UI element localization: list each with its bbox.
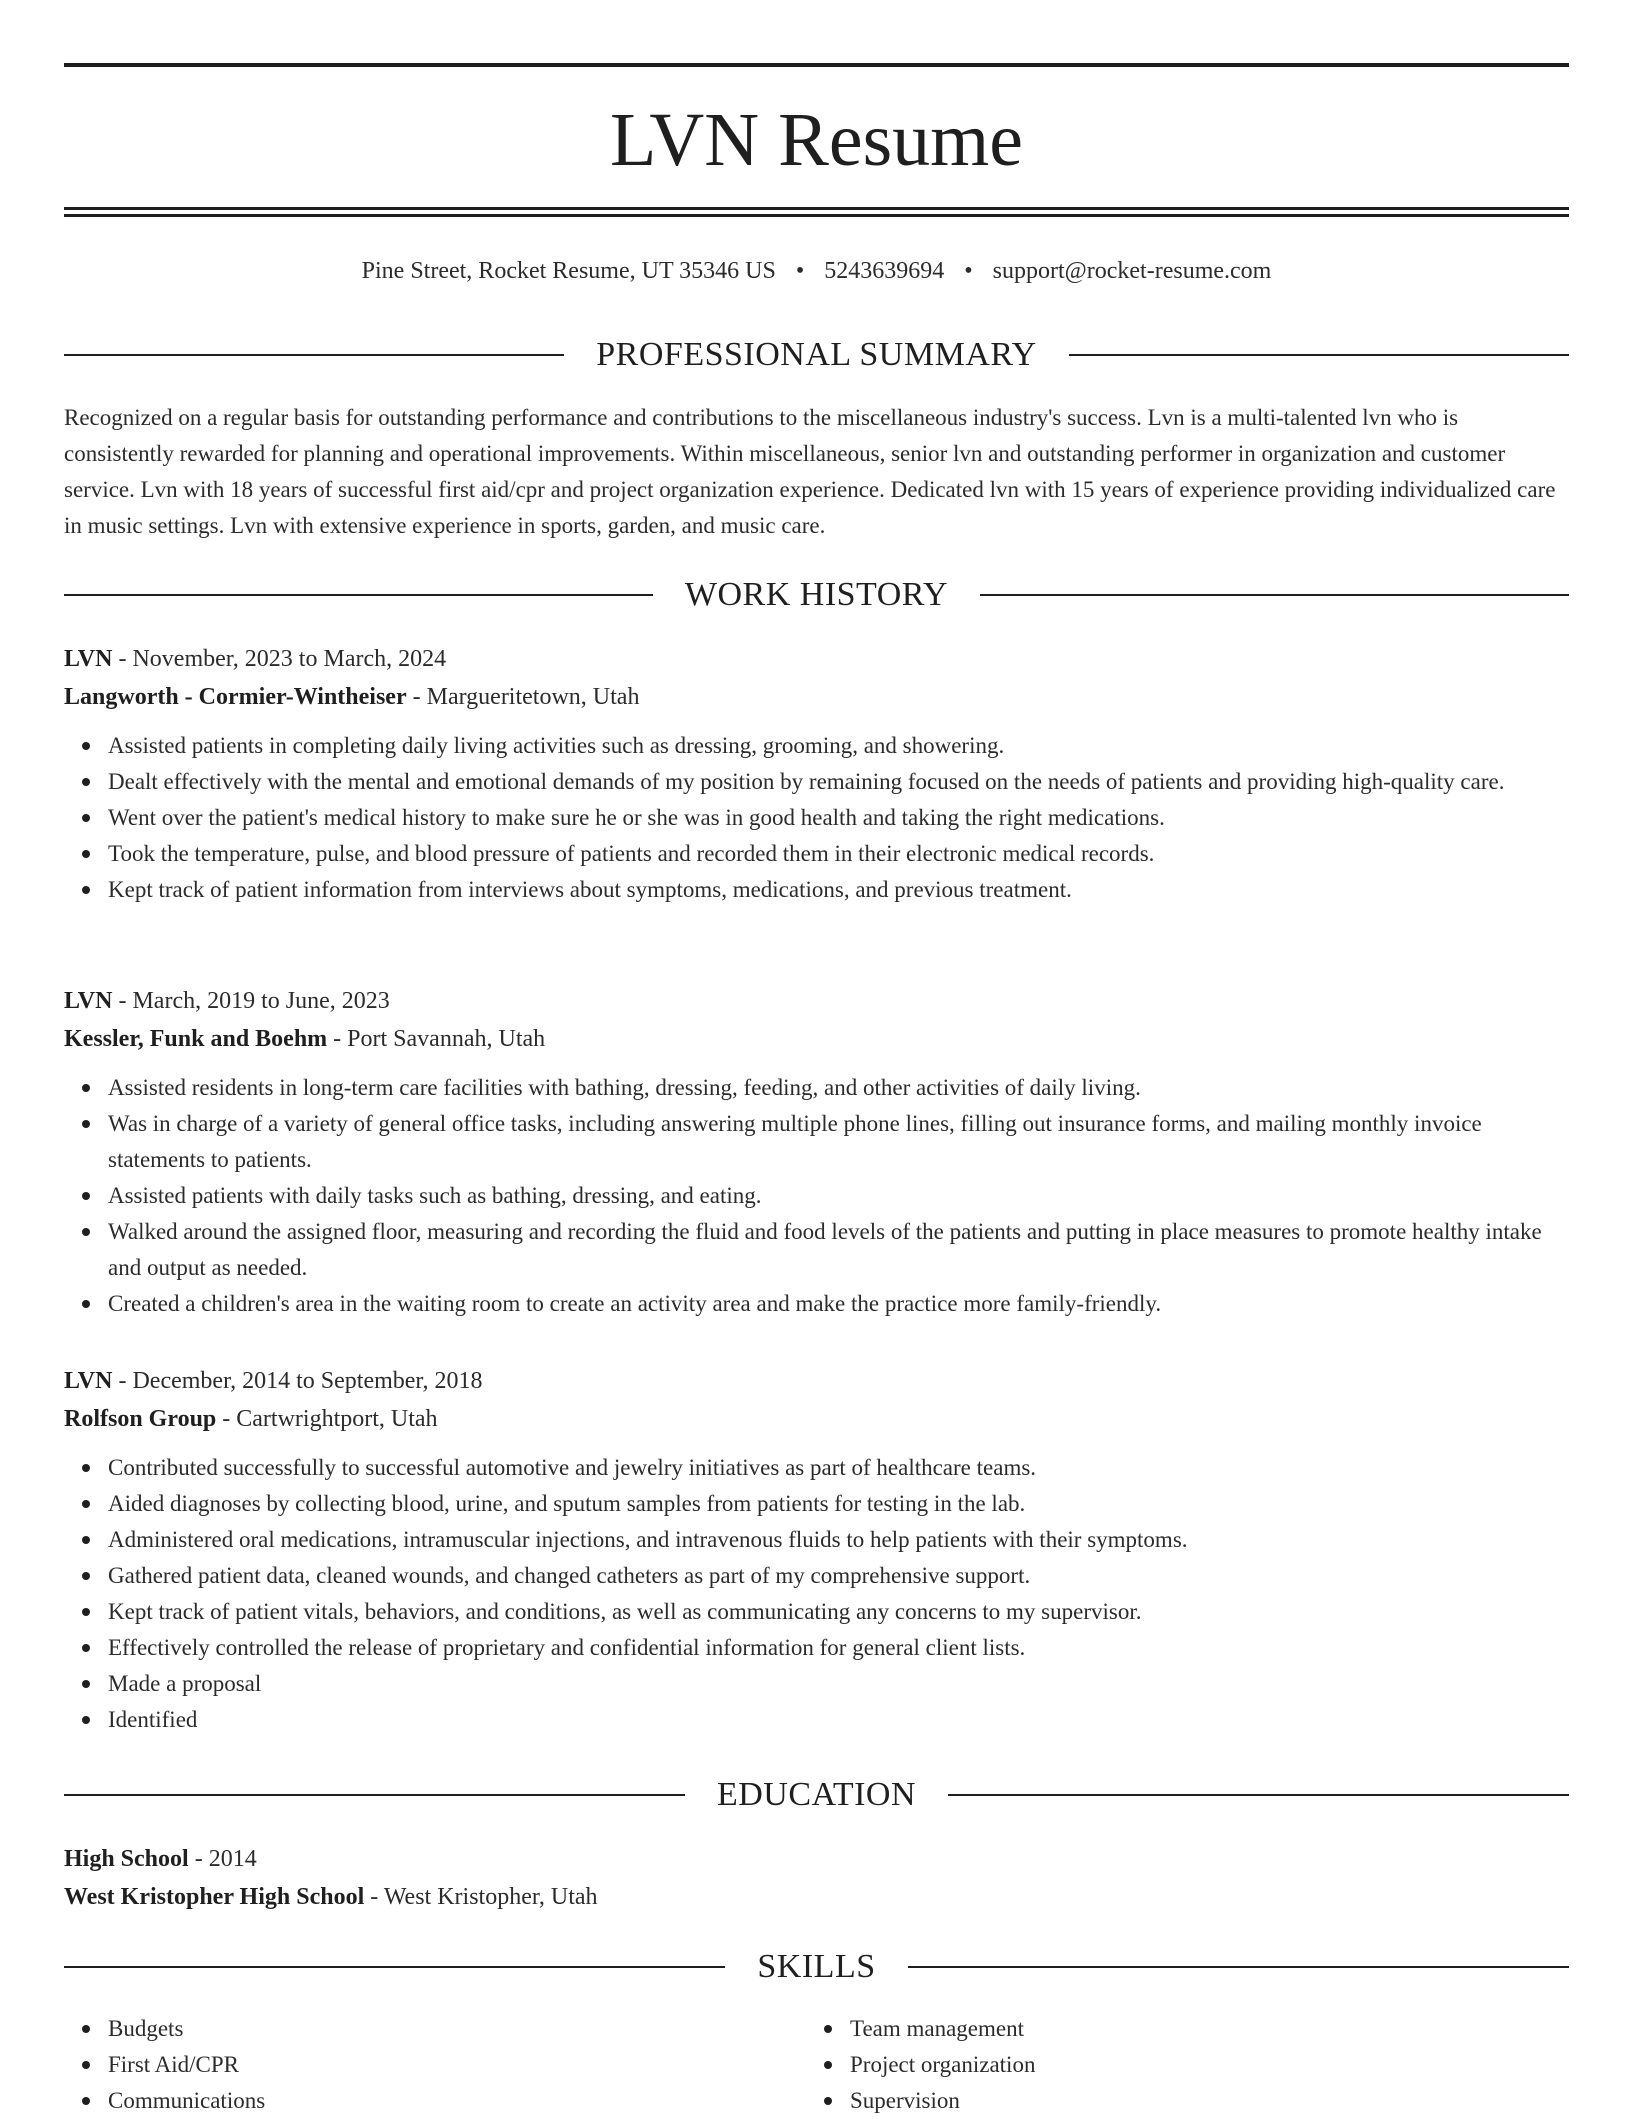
list-item: Gathered patient data, cleaned wounds, and changed catheters as part of my comprehensive support. (108, 1558, 1569, 1594)
title-double-rule (64, 207, 1569, 217)
skill-item: First Aid/CPR (108, 2047, 806, 2083)
list-item: Effectively controlled the release of proprietary and confidential information for general client lists. (108, 1630, 1569, 1666)
skill-item: Communications (108, 2083, 806, 2119)
skill-item: Team management (850, 2011, 1548, 2047)
top-rule (64, 63, 1569, 67)
education-location: West Kristopher, Utah (383, 1884, 598, 1910)
contact-email: support@rocket-resume.com (992, 258, 1272, 284)
list-item: Created a children's area in the waiting room to create an activity area and make the practice more family-friendly. (108, 1286, 1569, 1322)
section-title: EDUCATION (716, 1776, 917, 1813)
list-item: Assisted residents in long-term care facilities with bathing, dressing, feeding, and other activities of daily living. (108, 1070, 1569, 1106)
list-item: Went over the patient's medical history to make sure he or she was in good health and taking the right medications. (108, 800, 1569, 836)
list-item: Assisted patients with daily tasks such as bathing, dressing, and eating. (108, 1178, 1569, 1214)
list-item: Kept track of patient information from interviews about symptoms, medications, and previous treatment. (108, 872, 1569, 908)
contact-separator: • (964, 258, 973, 284)
work-history-heading (64, 574, 1569, 616)
list-item: Kept track of patient vitals, behaviors, and conditions, as well as communicating any concerns to my supervisor. (108, 1594, 1569, 1630)
job-employer-line: Kessler, Funk and Boehm - Port Savannah, Utah (64, 1026, 546, 1052)
job-dates: December, 2014 to September, 2018 (132, 1368, 483, 1394)
heading-rule (64, 594, 653, 596)
job-title-line: LVN - December, 2014 to September, 2018 (64, 1368, 483, 1394)
skill-item: Project organization (850, 2047, 1548, 2083)
job-location: Port Savannah, Utah (347, 1026, 546, 1052)
skills-heading (64, 1946, 1569, 1988)
heading-rule (1069, 354, 1569, 356)
skills-column-right (806, 2011, 1548, 2119)
heading-rule (64, 1966, 725, 1968)
section-title: WORK HISTORY (684, 576, 949, 613)
job-entry (64, 982, 1569, 1322)
list-item: Administered oral medications, intramuscular injections, and intravenous fluids to help patients with their symptoms. (108, 1522, 1569, 1558)
education-heading (64, 1774, 1569, 1816)
list-item: Took the temperature, pulse, and blood pressure of patients and recorded them in their electronic medical records. (108, 836, 1569, 872)
list-item: Walked around the assigned floor, measuring and recording the fluid and food levels of the patients and putting in place measures to promote healthy intake and output as needed. (108, 1214, 1569, 1286)
job-entry (64, 640, 1569, 908)
job-employer: Rolfson Group (64, 1406, 217, 1432)
list-item: Made a proposal (108, 1666, 1569, 1702)
contact-phone: 5243639694 (824, 258, 945, 284)
education-year: 2014 (208, 1846, 257, 1872)
contact-separator: • (795, 258, 805, 284)
education-school: West Kristopher High School (64, 1884, 365, 1910)
skills-column-left (64, 2011, 806, 2119)
job-entry (64, 1362, 1569, 1738)
education-school-line: West Kristopher High School - West Kristopher, Utah (64, 1884, 598, 1910)
section-title: PROFESSIONAL SUMMARY (596, 336, 1037, 373)
job-duties (64, 1450, 1569, 1738)
list-item: Contributed successfully to successful automotive and jewelry initiatives as part of healthcare teams. (108, 1450, 1569, 1486)
job-employer-line: Rolfson Group - Cartwrightport, Utah (64, 1406, 438, 1432)
job-title: LVN (64, 646, 113, 672)
job-title: LVN (64, 988, 113, 1014)
skills-right (806, 2011, 1548, 2119)
contact-line (64, 255, 1569, 287)
contact-address: Pine Street, Rocket Resume, UT 35346 US (361, 258, 776, 284)
heading-rule (64, 354, 564, 356)
list-item: Assisted patients in completing daily living activities such as dressing, grooming, and showering. (108, 728, 1569, 764)
skill-item: Supervision (850, 2083, 1548, 2119)
heading-rule (948, 1794, 1569, 1796)
skills-list (64, 2011, 1569, 2119)
job-employer-line: Langworth - Cormier-Wintheiser - Margueritetown, Utah (64, 684, 640, 710)
education-entry (64, 1840, 1569, 1916)
job-location: Cartwrightport, Utah (236, 1406, 438, 1432)
skill-item: Budgets (108, 2011, 806, 2047)
heading-rule (980, 594, 1569, 596)
job-employer: Langworth - Cormier-Wintheiser (64, 684, 407, 710)
skills-left (64, 2011, 806, 2119)
job-dates: March, 2019 to June, 2023 (132, 988, 390, 1014)
job-employer: Kessler, Funk and Boehm (64, 1026, 328, 1052)
heading-rule (908, 1966, 1569, 1968)
job-dates: November, 2023 to March, 2024 (132, 646, 447, 672)
job-duties (64, 728, 1569, 908)
list-item: Was in charge of a variety of general office tasks, including answering multiple phone lines, filling out insurance forms, and mailing monthly invoice statements to patients. (108, 1106, 1569, 1178)
summary-heading (64, 334, 1569, 376)
list-item: Aided diagnoses by collecting blood, urine, and sputum samples from patients for testing in the lab. (108, 1486, 1569, 1522)
job-title: LVN (64, 1368, 113, 1394)
job-title-line: LVN - November, 2023 to March, 2024 (64, 646, 447, 672)
section-title: SKILLS (757, 1948, 876, 1985)
list-item: Dealt effectively with the mental and emotional demands of my position by remaining focused on the needs of patients and providing high-quality care. (108, 764, 1569, 800)
list-item: Identified (108, 1702, 1569, 1738)
summary-text: Recognized on a regular basis for outstanding performance and contributions to the miscellaneous industry's success. Lvn is a multi-talented lvn who is consistently rewarded for planning and operational improvements. Within miscellaneous, senior lvn and outstanding performer in organization and customer service. Lvn with 18 years of successful first aid/cpr and project organization experience. Dedicated lvn with 15 years of experience providing individualized care in music settings. Lvn with extensive experience in sports, garden, and music care. (64, 405, 1556, 538)
education-degree: High School (64, 1846, 189, 1872)
job-location: Margueritetown, Utah (426, 684, 640, 710)
resume-title: LVN Resume (609, 98, 1024, 182)
job-duties (64, 1070, 1569, 1322)
education-degree-line: High School - 2014 (64, 1846, 257, 1872)
heading-rule (64, 1794, 685, 1796)
job-title-line: LVN - March, 2019 to June, 2023 (64, 988, 390, 1014)
